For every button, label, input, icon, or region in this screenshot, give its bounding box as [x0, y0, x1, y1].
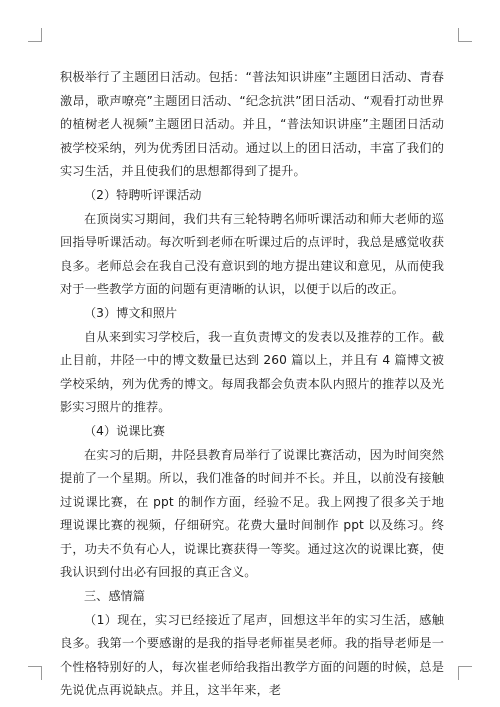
crop-mark-top-right-v: [458, 28, 459, 42]
paragraph-emotion: （1）现在，实习已经接近了尾声，回想这半年的实习生活，感触良多。我第一个要感谢的是我的指导老师崔昊老师。我的指导老师是一个性格特别好的人，每次崔老师给我指出教学方面的问题的时候，总是先说优点再说缺点。并且，这半年来，老: [60, 612, 444, 698]
crop-mark-bottom-right-v: [458, 666, 459, 680]
crop-mark-top-right-h: [458, 41, 472, 42]
heading-lecture-evaluation: （2）特聘听评课活动: [84, 187, 202, 202]
paragraph-team-day-activities: 积极举行了主题团日活动。包括：“普法知识讲座”主题团日活动、青春激昂，歌声嘹亮”主题团日活动、“纪念抗洪”团日活动、“观看打动世界的植树老人视频”主题团日活动。并且，“普法知识讲座”主题团日活动被学校采纳，列为优秀团日活动。通过以上的团日活动，丰富了我们的实习生活，并且使我们的思想都得到了提升。: [60, 70, 444, 179]
crop-mark-bottom-left-h: [28, 666, 42, 667]
heading-lecture-contest: （4）说课比赛: [84, 423, 165, 438]
paragraph-lecture-evaluation: 在顶岗实习期间，我们共有三轮特聘名师听课活动和师大老师的巡回指导听课活动。每次听到老师在听课过后的点评时，我总是感觉收获良多。老师总会在我自己没有意识到的地方提出建议和意见，从而使我对于一些教学方面的问题有更清晰的认识，以便于以后的改正。: [60, 211, 444, 297]
heading-blog-photos: （3）博文和照片: [84, 305, 178, 320]
crop-mark-bottom-right-h: [458, 666, 472, 667]
paragraph-lecture-contest: 在实习的后期，井陉县教育局举行了说课比赛活动，因为时间突然提前了一个星期。所以，我们准备的时间并不长。并且，以前没有接触过说课比赛，在 ppt 的制作方面，经验不足。我上网搜了很多关于地理说课比赛的视频，仔细研究。花费大量时间制作 ppt 以及练习。终于，功夫不负有心人，说课比赛获得一等奖。通过这次的说课比赛，使我认识到付出必有回报的真正含义。: [60, 447, 444, 580]
crop-mark-top-left-h: [28, 41, 42, 42]
crop-mark-top-left-v: [41, 28, 42, 42]
crop-mark-bottom-left-v: [41, 666, 42, 680]
section-title-emotion: 三、感情篇: [84, 589, 145, 604]
paragraph-blog-photos: 自从来到实习学校后，我一直负责博文的发表以及推荐的工作。截止目前，井陉一中的博文数量已达到 260 篇以上，并且有 4 篇博文被学校采纳，列为优秀的博文。每周我都会负责本队内照片的推荐以及光影实习照片的推荐。: [60, 329, 444, 415]
document-body: [60, 66, 444, 703]
